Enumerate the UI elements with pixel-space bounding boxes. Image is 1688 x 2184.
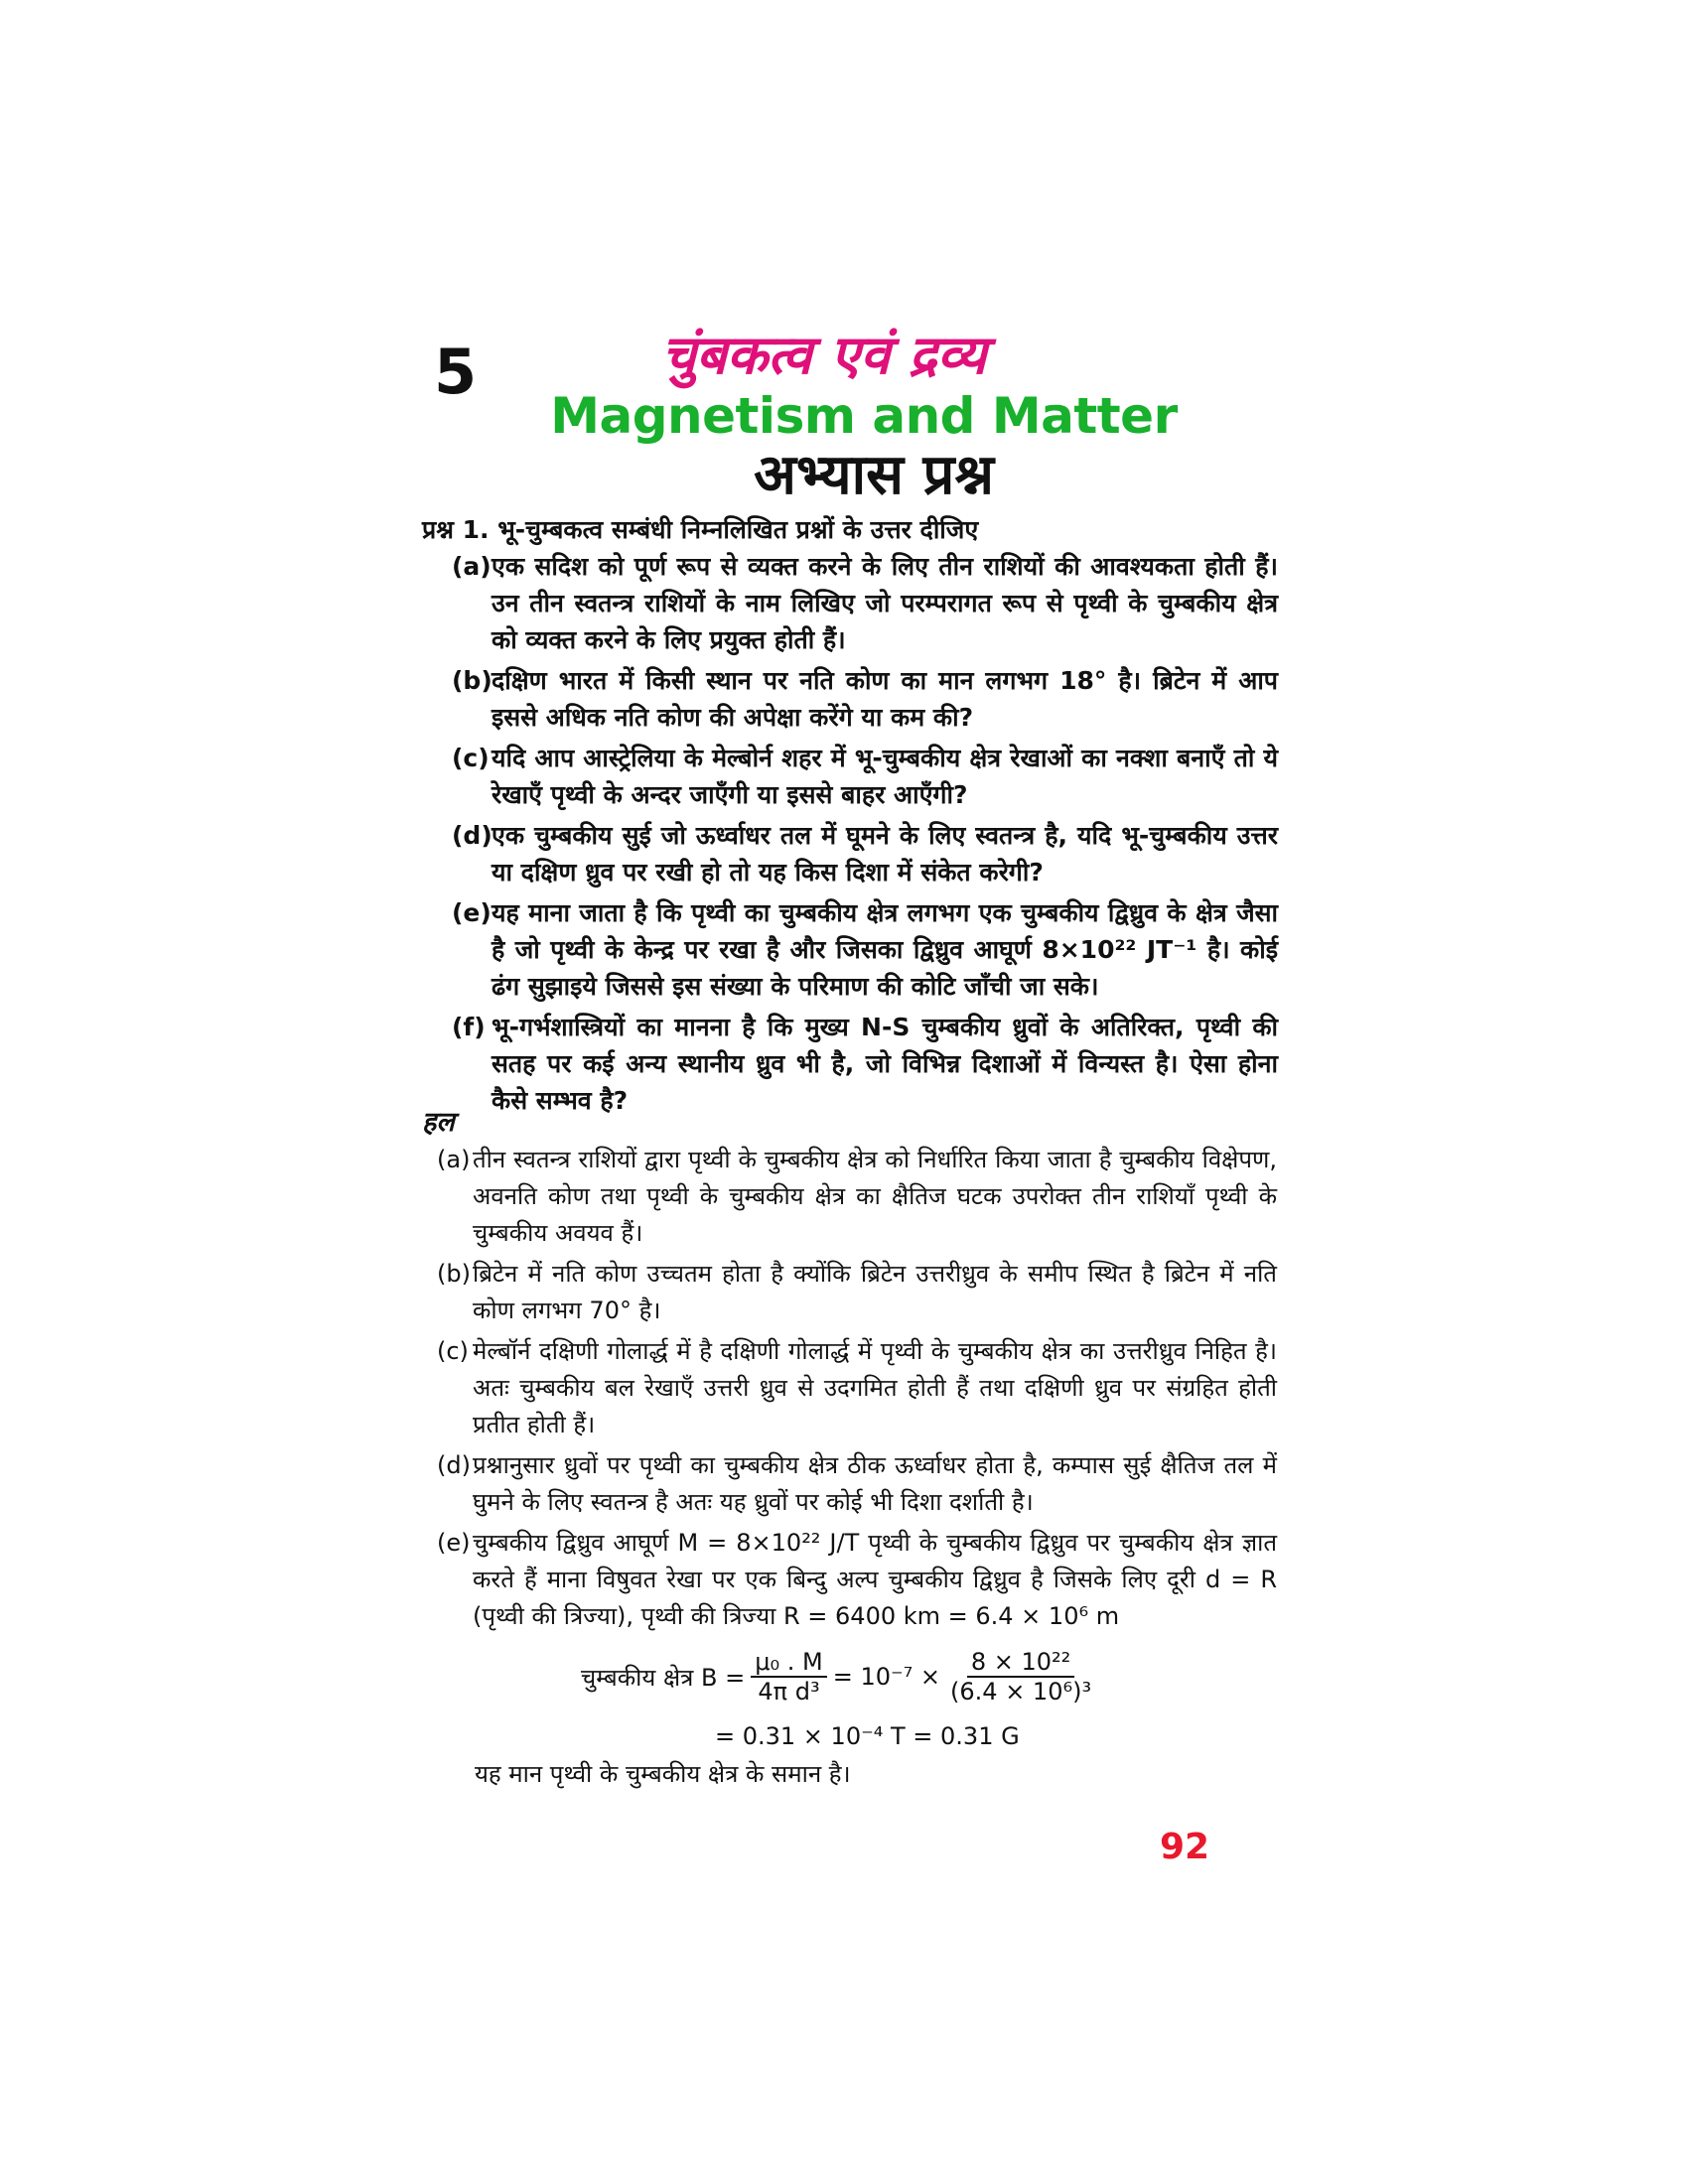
solution-closing: यह मान पृथ्वी के चुम्बकीय क्षेत्र के समान है। — [475, 1760, 851, 1788]
part-label: (e) — [437, 1529, 471, 1557]
part-text: मेल्बॉर्न दक्षिणी गोलार्द्ध में है दक्षिणी गोलार्द्ध में पृथ्वी के चुम्बकीय क्षेत्र का उत्तरीध्रुव निहित है। अतः चुम्बकीय बल रेखाएँ उत्तरी ध्रुव से उदगमित होती हैं तथा दक्षिणी ध्रुव पर संग्रहित होती प्रतीत होती हैं। — [473, 1337, 1277, 1438]
part-text: यह माना जाता है कि पृथ्वी का चुम्बकीय क्षेत्र लगभग एक चुम्बकीय द्विध्रुव के क्षेत्र जैसा है जो पृथ्वी के केन्द्र पर रखा है और जिसका द्विध्रुव आघूर्ण 8×10²² JT⁻¹ है। कोई ढंग सुझाइये जिससे इस संख्या के परिमाण की कोटि जाँची जा सके। — [492, 898, 1278, 1001]
solution-parts — [437, 1142, 1277, 1639]
formula-fraction-2 — [946, 1648, 1095, 1706]
question-part — [452, 662, 1278, 736]
formula-fraction-1 — [751, 1648, 826, 1706]
part-text: दक्षिण भारत में किसी स्थान पर नति कोण का मान लगभग 18° है। ब्रिटेन में आप इससे अधिक नति कोण की अपेक्षा करेंगे या कम की? — [492, 666, 1278, 732]
part-label: (c) — [452, 744, 490, 772]
chapter-number: 5 — [434, 336, 478, 408]
solution-part — [437, 1142, 1277, 1252]
question-heading: प्रश्न 1. भू-चुम्बकत्व सम्बंधी निम्नलिखित प्रश्नों के उत्तर दीजिए — [422, 515, 979, 544]
part-text: एक चुम्बकीय सुई जो ऊर्ध्वाधर तल में घूमने के लिए स्वतन्त्र है, यदि भू-चुम्बकीय उत्तर या दक्षिण ध्रुव पर रखी हो तो यह किस दिशा में संकेत करेगी? — [492, 821, 1278, 887]
magnetic-field-formula — [581, 1648, 1101, 1706]
fraction-numerator: 8 × 10²² — [967, 1648, 1074, 1678]
solution-part — [437, 1447, 1277, 1521]
part-text: तीन स्वतन्त्र राशियों द्वारा पृथ्वी के चुम्बकीय क्षेत्र को निर्धारित किया जाता है चुम्बकीय विक्षेपण, अवनति कोण तथा पृथ्वी के चुम्बकीय क्षेत्र का क्षैतिज घटक उपरोक्त तीन राशियाँ पृथ्वी के चुम्बकीय अवयव हैं। — [473, 1146, 1277, 1247]
fraction-denominator: 4π d³ — [758, 1678, 820, 1706]
part-text: भू-गर्भशास्त्रियों का मानना है कि मुख्य N-S चुम्बकीय ध्रुवों के अतिरिक्त, पृथ्वी की सतह पर कई अन्य स्थानीय ध्रुव भी है, जो विभिन्न दिशाओं में विन्यस्त है। ऐसा होना कैसे सम्भव है? — [492, 1013, 1278, 1115]
formula-prefix: चुम्बकीय क्षेत्र B = — [581, 1663, 746, 1692]
part-label: (d) — [437, 1451, 471, 1479]
part-label: (e) — [452, 898, 492, 927]
question-part — [452, 1009, 1278, 1119]
solution-heading: हल — [422, 1107, 455, 1138]
part-label: (b) — [452, 666, 492, 695]
part-label: (a) — [437, 1146, 471, 1173]
part-label: (d) — [452, 821, 492, 850]
part-text: एक सदिश को पूर्ण रूप से व्यक्त करने के लिए तीन राशियों की आवश्यकता होती हैं। उन तीन स्वतन्त्र राशियों के नाम लिखिए जो परम्परागत रूप से पृथ्वी के चुम्बकीय क्षेत्र को व्यक्त करने के लिए प्रयुक्त होती हैं। — [492, 552, 1278, 654]
page-number: 92 — [1160, 1827, 1210, 1867]
part-label: (c) — [437, 1337, 469, 1365]
solution-part — [437, 1333, 1277, 1443]
formula-middle: = 10⁻⁷ × — [832, 1663, 941, 1691]
solution-part — [437, 1525, 1277, 1635]
fraction-denominator: (6.4 × 10⁶)³ — [950, 1678, 1092, 1706]
fraction-numerator: μ₀ . M — [751, 1648, 826, 1678]
solution-part — [437, 1256, 1277, 1329]
question-part — [452, 817, 1278, 890]
part-text: चुम्बकीय द्विध्रुव आघूर्ण M = 8×10²² J/T पृथ्वी के चुम्बकीय द्विध्रुव पर चुम्बकीय क्षेत्र ज्ञात करते हैं माना विषुवत रेखा पर एक बिन्दु अल्प चुम्बकीय द्विध्रुव है जिसके लिए दूरी d = R (पृथ्वी की त्रिज्या), पृथ्वी की त्रिज्या R = 6400 km = 6.4 × 10⁶ m — [473, 1529, 1277, 1630]
part-text: प्रश्नानुसार ध्रुवों पर पृथ्वी का चुम्बकीय क्षेत्र ठीक ऊर्ध्वाधर होता है, कम्पास सुई क्षैतिज तल में घुमने के लिए स्वतन्त्र है अतः यह ध्रुवों पर कोई भी दिशा दर्शाती है। — [473, 1451, 1277, 1516]
formula-result: = 0.31 × 10⁻⁴ T = 0.31 G — [715, 1722, 1020, 1750]
question-parts — [452, 548, 1278, 1123]
part-label: (a) — [452, 552, 492, 581]
part-text: ब्रिटेन में नति कोण उच्चतम होता है क्योंकि ब्रिटेन उत्तरीध्रुव के समीप स्थित है ब्रिटेन में नति कोण लगभग 70° है। — [473, 1260, 1277, 1324]
section-title: अभ्यास प्रश्न — [754, 443, 994, 507]
chapter-title-english: Magnetism and Matter — [550, 387, 1178, 445]
part-text: यदि आप आस्ट्रेलिया के मेल्बोर्न शहर में भू-चुम्बकीय क्षेत्र रेखाओं का नक्शा बनाएँ तो ये रेखाएँ पृथ्वी के अन्दर जाएँगी या इससे बाहर आएँगी? — [492, 744, 1278, 809]
chapter-title-hindi: चुंबकत्व एवं द्रव्य — [661, 324, 987, 386]
part-label: (f) — [452, 1013, 486, 1041]
question-part — [452, 548, 1278, 658]
question-part — [452, 894, 1278, 1005]
question-part — [452, 740, 1278, 813]
part-label: (b) — [437, 1260, 471, 1288]
